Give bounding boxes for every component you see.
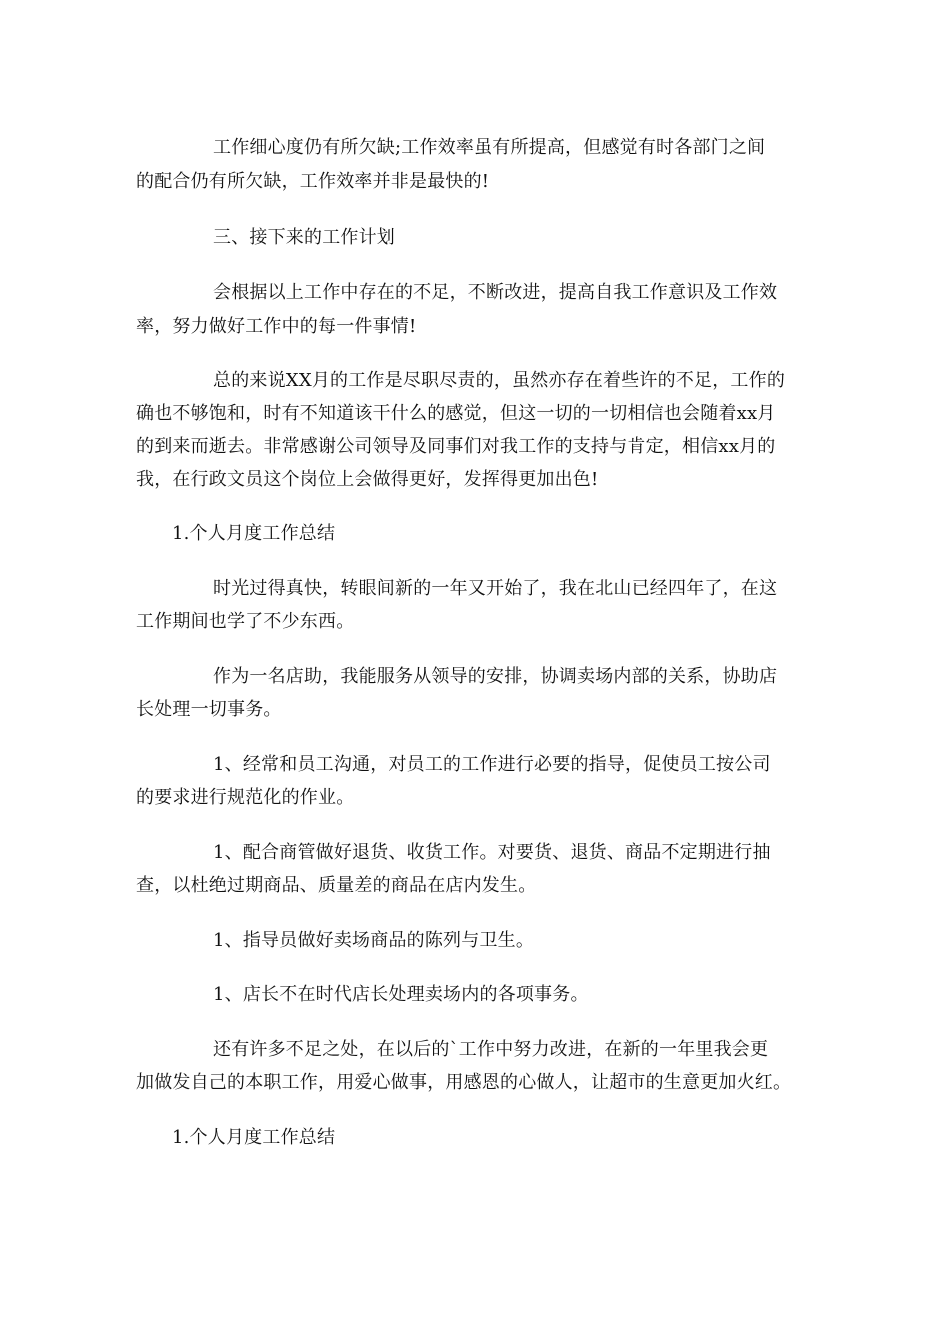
text-line: 时光过得真快，转眼间新的一年又开始了，我在北山已经四年了，在这	[213, 578, 778, 599]
text-line: 工作期间也学了不少东西。	[136, 611, 355, 632]
text-line: 的要求进行规范化的作业。	[136, 787, 355, 808]
text-line: 工作细心度仍有所欠缺;工作效率虽有所提高，但感觉有时各部门之间	[213, 137, 766, 158]
text-line: 查，以杜绝过期商品、质量差的商品在店内发生。	[136, 875, 537, 896]
text-line: 率，努力做好工作中的每一件事情!	[136, 316, 417, 337]
text-line: 的到来而逝去。非常感谢公司领导及同事们对我工作的支持与肯定，相信xx月的	[136, 436, 776, 457]
text-line: 会根据以上工作中存在的不足，不断改进，提高自我工作意识及工作效	[213, 282, 778, 303]
text-line: 还有许多不足之处，在以后的`工作中努力改进，在新的一年里我会更	[213, 1039, 769, 1060]
text-line: 作为一名店助，我能服务从领导的安排，协调卖场内部的关系，协助店	[213, 666, 778, 687]
text-line: 1、店长不在时代店长处理卖场内的各项事务。	[213, 984, 589, 1005]
section-heading: 三、接下来的工作计划	[213, 227, 395, 248]
section-heading: 1.个人月度工作总结	[172, 523, 336, 544]
text-line: 我，在行政文员这个岗位上会做得更好，发挥得更加出色!	[136, 469, 599, 490]
text-line: 确也不够饱和，时有不知道该干什么的感觉，但这一切的一切相信也会随着xx月	[136, 403, 776, 424]
text-line: 1、经常和员工沟通，对员工的工作进行必要的指导，促使员工按公司	[213, 754, 771, 775]
text-line: 1、指导员做好卖场商品的陈列与卫生。	[213, 930, 535, 951]
text-line: 长处理一切事务。	[136, 699, 282, 720]
text-line: 加做发自己的本职工作，用爱心做事，用感恩的心做人，让超市的生意更加火红。	[136, 1072, 792, 1093]
text-line: 总的来说XX月的工作是尽职尽责的，虽然亦存在着些许的不足，工作的	[213, 370, 786, 391]
text-line: 的配合仍有所欠缺，工作效率并非是最快的!	[136, 171, 490, 192]
text-line: 1、配合商管做好退货、收货工作。对要货、退货、商品不定期进行抽	[213, 842, 771, 863]
section-heading: 1.个人月度工作总结	[172, 1127, 336, 1148]
